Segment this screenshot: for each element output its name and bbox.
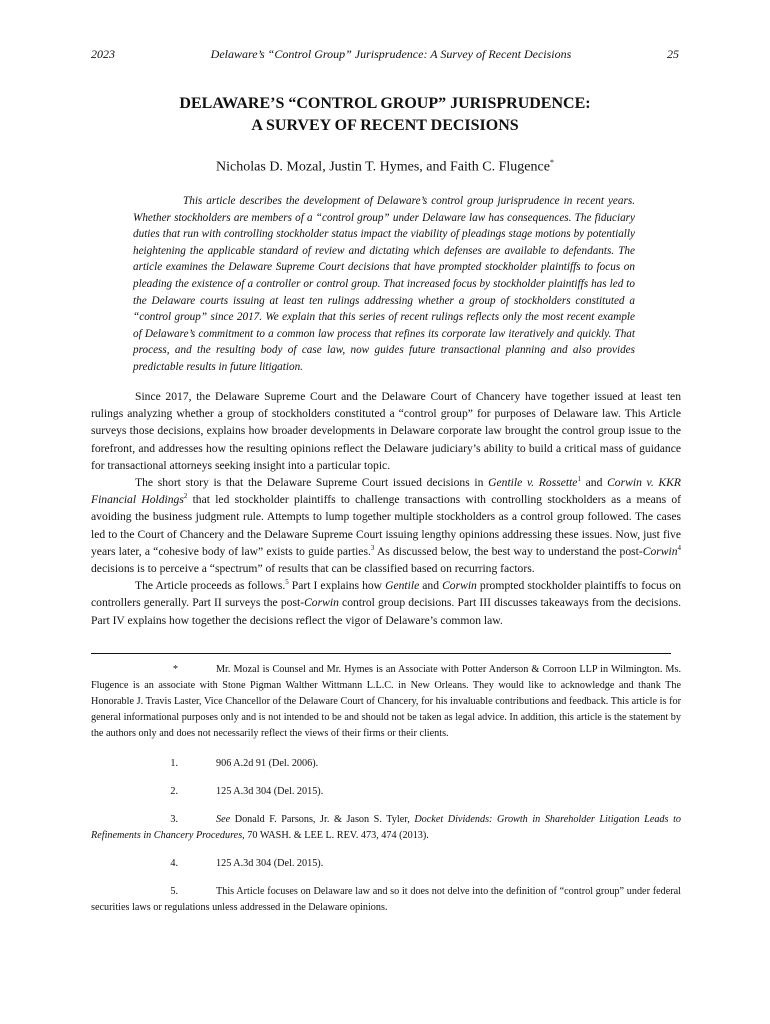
case-name-corwin-short-2: Corwin [442,579,477,593]
case-name-corwin-short: Corwin [642,544,678,558]
footnote-mark: 5. [170,886,178,897]
footnote-ref-4: 4 [677,543,682,552]
footnote-mark: 1. [170,758,178,769]
footnote-mark: 4. [170,858,178,869]
running-head-year: 2023 [91,47,115,61]
case-name-corwin-short-3: Corwin [304,596,339,610]
footnote-mark: 2. [170,786,178,797]
running-head [91,47,679,62]
footnote-4 [91,856,681,872]
footnote-citation: , 70 WASH. & LEE L. REV. 473, 474 (2013). [242,830,429,841]
author-names: Nicholas D. Mozal, Justin T. Hymes, and Faith C. Flugence [216,159,550,175]
p2-text-4: As discussed below, the best way to understand the post- [374,544,643,558]
running-head-title: Delaware’s “Control Group” Jurisprudence: A Survey of Recent Decisions [210,47,572,61]
footnote-2 [91,784,681,800]
footnote-5 [91,884,681,916]
p2-text-5: decisions is to perceive a “spectrum” of results that can be classified based on recurring factors. [91,562,535,576]
footnote-ref-2: 2 [183,492,188,501]
footnote-mark: * [172,664,178,675]
p3-text-5: control group decisions. Part III discusses takeaways from the decisions. Part IV explains how together the decisions reflect the vigor of Delaware’s common law. [91,596,681,627]
abstract: This article describes the development of Delaware’s control group jurisprudence in recent years. Whether stockholders are members of a “control group” under Delaware law has consequences. The fiduciary duties that run with controlling stockholder status impact the viability of pleadings stage motions by potentially heightening the applicable standard of review and dictating which defenses are available to defendants. The article examines the Delaware Supreme Court decisions that have prompted stockholder plaintiffs to focus on pleading the existence of a controller or control group. That increased focus by stockholder plaintiffs has led to the Delaware courts issuing at least ten rulings addressing whether a group of stockholders constituted a “control group” since 2017. We explain that this series of recent rulings reflects only the most recent example of Delaware’s commitment to a common law process that refines its corporate law iteratively and quickly. That process, and the resulting body of case law, now guides future transactional planning and also provides predictable results in future litigation. [133,195,635,373]
footnote-ref-1: 1 [577,475,581,484]
footnote-3 [91,812,681,844]
p2-text-1: The short story is that the Delaware Supreme Court issued decisions in [135,476,489,490]
footnote-authors: Donald F. Parsons, Jr. & Jason S. Tyler, [230,814,415,825]
p3-text-4: prompted stockholder plaintiffs to focus on controllers generally. Part II surveys the post- [91,579,681,610]
footnote-text: 906 A.2d 91 (Del. 2006). [216,758,319,769]
article-title-line-1: DELAWARE’S “CONTROL GROUP” JURISPRUDENCE: [179,95,591,112]
footnotes [91,662,681,928]
page-number: 25 [666,47,679,61]
body-paragraph-3 [91,577,681,629]
p2-text-3: that led stockholder plaintiffs to challenge transactions with controlling stockholders as a means of avoiding the business judgment rule. Attempts to lump together multiple stockholders as a control group followed. The cases led to the Court of Chancery and the Delaware Supreme Court issuing lengthy opinions addressing these issues. Now, just five years later, a “cohesive body of law” exists to guide parties. [91,493,681,558]
footnote-text: This Article focuses on Delaware law and so it does not delve into the definition of “control group” under federal securities laws or regulations unless addressed in the Delaware opinions. [91,886,681,913]
body-text [91,388,681,629]
footnote-text: 125 A.3d 304 (Del. 2015). [216,858,324,869]
author-footnote-mark: * [549,158,554,167]
author-line [60,158,710,176]
footnote-article-title: Docket Dividends: Growth in Shareholder Litigation Leads to Refinements in Chancery Procedures [91,814,681,841]
p3-text-3: and [419,579,443,593]
article-title [60,93,710,137]
p3-text-2: Part I explains how [288,579,386,593]
case-name-gentile-short: Gentile [385,579,420,593]
case-name-gentile: Gentile v. Rossette [488,476,578,490]
footnote-text: 125 A.3d 304 (Del. 2015). [216,786,324,797]
footnote-ref-3: 3 [370,543,375,552]
p2-text-2: and [580,476,608,490]
footnote-mark: 3. [170,814,178,825]
body-paragraph-1: Since 2017, the Delaware Supreme Court and the Delaware Court of Chancery have together issued at least ten rulings analyzing whether a group of stockholders constituted a “control group” for purposes of Delaware law. This Article surveys those decisions, explains how broader developments in Delaware corporate law brought the control group issue to the forefront, and addresses how the resulting opinions reflect the Delaware judiciary’s ability to build a critical mass of guidance for transactional attorneys seeking insight into a particular topic. [91,390,681,472]
footnote-1 [91,756,681,772]
footnote-ref-5: 5 [285,578,289,587]
p3-text-1: The Article proceeds as follows. [135,579,286,593]
footnote-divider [91,653,671,654]
body-paragraph-2 [91,474,681,577]
footnote-signal: See [216,814,231,825]
case-name-corwin: Corwin v. KKR Financial Holdings [91,476,681,507]
article-title-line-2: A SURVEY OF RECENT DECISIONS [251,117,519,134]
footnote-text: Mr. Mozal is Counsel and Mr. Hymes is an Associate with Potter Anderson & Corroon LLP in Wilmington. Ms. Flugence is an associate with Stone Pigman Walther Wittmann L.L.C. in New Orleans. They would like to acknowledge and thank The Honorable J. Travis Laster, Vice Chancellor of the Delaware Court of Chancery, for his invaluable contributions and feedback. This article is for general informational purposes only and is not intended to be and should not be taken as legal advice. In addition, this article is the statement by the authors only and does not necessarily reflect the views of their firms or their clients. [91,664,681,739]
footnote-star [91,662,681,742]
